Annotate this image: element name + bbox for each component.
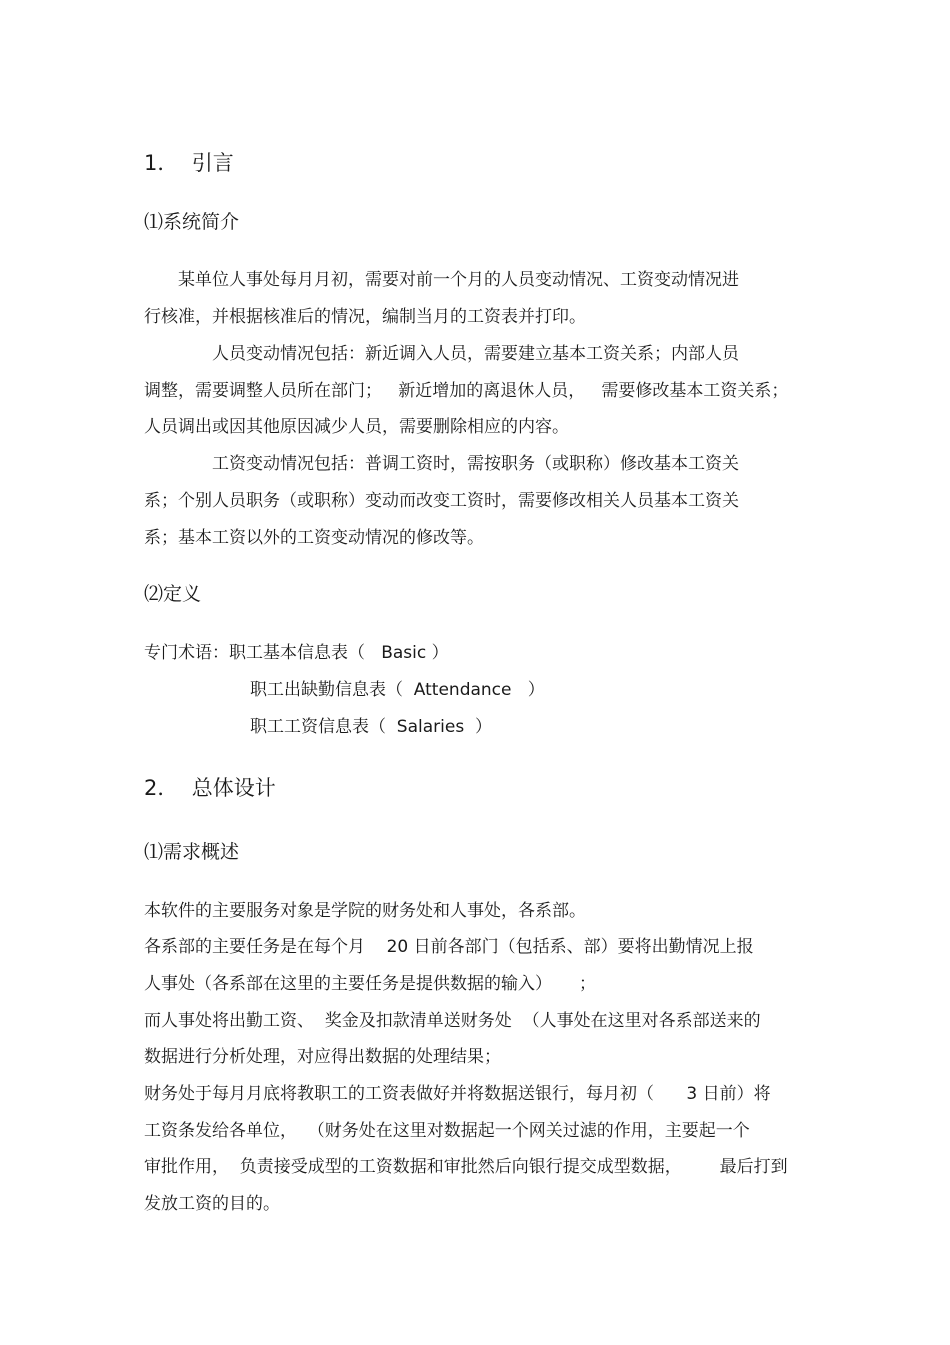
term-line: 职工工资信息表（ Salaries ）: [250, 717, 492, 737]
paragraph-line: 本软件的主要服务对象是学院的财务处和人事处，各系部。: [144, 901, 586, 921]
section-heading-overall-design: 2． 总体设计: [144, 776, 276, 800]
paragraph-line: 工资变动情况包括：普调工资时，需按职务（或职称）修改基本工资关: [212, 454, 739, 474]
paragraph-line: 某单位人事处每月月初，需要对前一个月的人员变动情况、工资变动情况进: [178, 270, 739, 290]
section-heading-intro: 1． 引言: [144, 151, 234, 175]
paragraph-line: 发放工资的目的。: [144, 1194, 280, 1214]
subsection-heading-definitions: ⑵定义: [144, 583, 202, 605]
paragraph-line: 数据进行分析处理，对应得出数据的处理结果；: [144, 1047, 501, 1067]
term-line: 专门术语：职工基本信息表（ Basic ）: [144, 643, 449, 663]
paragraph-line: 人员调出或因其他原因减少人员，需要删除相应的内容。: [144, 417, 569, 437]
paragraph-line: 审批作用， 负责接受成型的工资数据和审批然后向银行提交成型数据， 最后打到: [144, 1157, 788, 1177]
paragraph-line: 各系部的主要任务是在每个月 20 日前各部门（包括系、部）要将出勤情况上报: [144, 937, 754, 957]
paragraph-line: 行核准，并根据核准后的情况，编制当月的工资表并打印。: [144, 307, 586, 327]
paragraph-line: 人员变动情况包括：新近调入人员，需要建立基本工资关系；内部人员: [212, 344, 739, 364]
term-line: 职工出缺勤信息表（ Attendance ）: [250, 680, 545, 700]
paragraph-line: 人事处（各系部在这里的主要任务是提供数据的输入） ；: [144, 974, 597, 994]
paragraph-line: 工资条发给各单位， （财务处在这里对数据起一个网关过滤的作用，主要起一个: [144, 1121, 750, 1141]
paragraph-line: 财务处于每月月底将教职工的工资表做好并将数据送银行，每月初（ 3 日前）将: [144, 1084, 771, 1104]
paragraph-line: 系；基本工资以外的工资变动情况的修改等。: [144, 528, 484, 548]
subsection-heading-requirements: ⑴需求概述: [144, 841, 240, 863]
subsection-heading-system-overview: ⑴系统简介: [144, 211, 240, 233]
paragraph-line: 而人事处将出勤工资、 奖金及扣款清单送财务处 （人事处在这里对各系部送来的: [144, 1011, 761, 1031]
paragraph-line: 系；个别人员职务（或职称）变动而改变工资时，需要修改相关人员基本工资关: [144, 491, 739, 511]
paragraph-line: 调整，需要调整人员所在部门； 新近增加的离退休人员， 需要修改基本工资关系；: [144, 381, 789, 401]
